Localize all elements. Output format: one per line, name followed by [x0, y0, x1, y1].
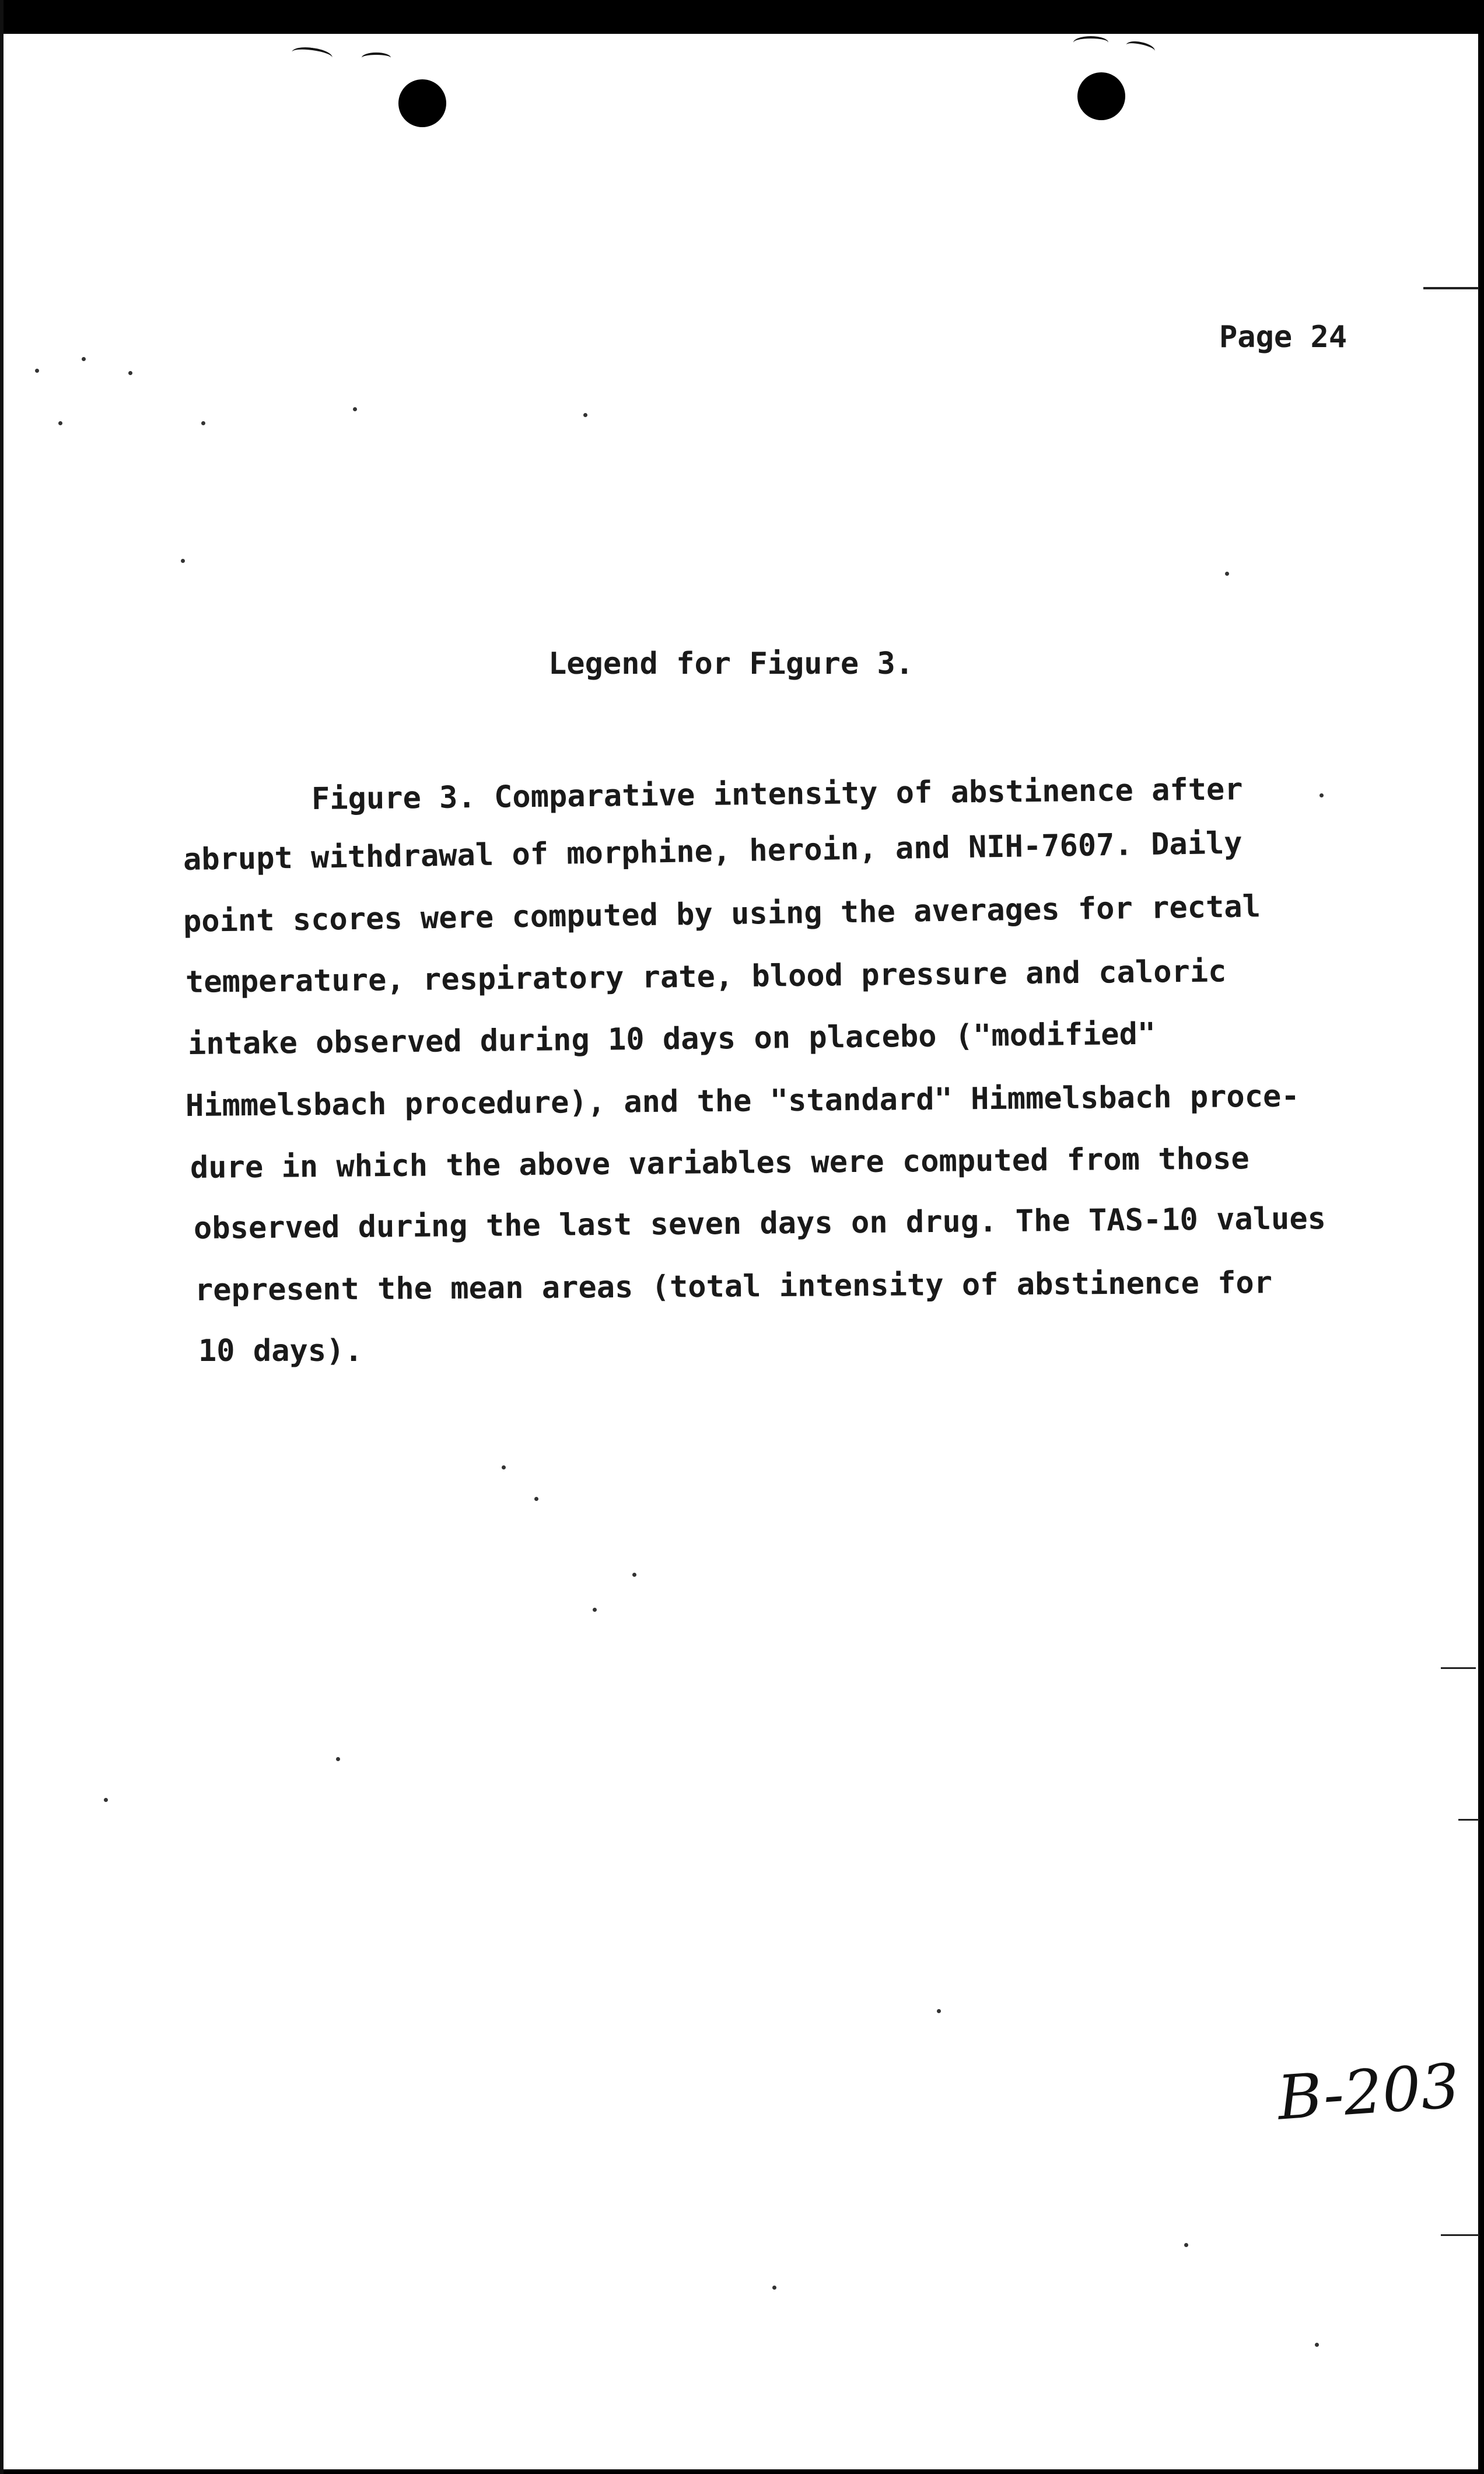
- handwritten-document-code: B-203: [1275, 2050, 1462, 2134]
- scan-border-top: [0, 0, 1484, 34]
- scan-speck: [58, 421, 62, 425]
- scan-speck: [82, 357, 86, 361]
- scan-speck: [502, 1465, 506, 1469]
- caption-line: dure in which the above variables were computed from those: [190, 1141, 1250, 1185]
- punch-hole-right: [1077, 72, 1125, 120]
- scan-speck: [534, 1497, 538, 1501]
- scan-speck: [632, 1573, 636, 1577]
- scan-border-left: [0, 0, 4, 2474]
- page-number: Page 24: [1219, 320, 1348, 355]
- scan-border-bottom: [0, 2469, 1484, 2474]
- scan-speck: [593, 1608, 597, 1612]
- legend-title: Legend for Figure 3.: [548, 646, 914, 681]
- scan-speck: [772, 2286, 776, 2290]
- scan-speck: [353, 407, 357, 411]
- caption-line: 10 days).: [198, 1334, 363, 1369]
- caption-line: Figure 3. Comparative intensity of abstinence after: [311, 772, 1243, 817]
- scan-speck: [181, 559, 185, 563]
- scan-speck: [35, 369, 39, 373]
- scan-speck: [1225, 572, 1229, 576]
- binder-mark: [362, 53, 391, 63]
- caption-line: temperature, respiratory rate, blood pressure and caloric: [185, 954, 1227, 1000]
- punch-hole-left: [398, 79, 446, 127]
- binder-mark: [1073, 36, 1108, 49]
- scan-border-right: [1478, 0, 1484, 2474]
- binder-mark: [291, 45, 334, 65]
- scan-speck: [104, 1798, 108, 1802]
- scan-speck: [583, 413, 587, 417]
- edge-mark: [1423, 287, 1479, 289]
- edge-mark: [1458, 1819, 1479, 1821]
- edge-mark: [1441, 1667, 1476, 1669]
- scan-speck: [937, 2009, 941, 2013]
- scan-speck: [201, 421, 205, 425]
- caption-line: represent the mean areas (total intensity of abstinence for: [194, 1265, 1273, 1308]
- scan-speck: [336, 1757, 340, 1761]
- caption-line: point scores were computed by using the averages for rectal: [183, 889, 1261, 939]
- edge-mark: [1441, 2234, 1479, 2236]
- scan-speck: [1184, 2243, 1188, 2247]
- scan-speck: [1320, 793, 1324, 797]
- caption-line: intake observed during 10 days on placebo ("modified": [187, 1016, 1156, 1062]
- binder-mark: [1125, 39, 1156, 57]
- caption-line: abrupt withdrawal of morphine, heroin, and NIH-7607. Daily: [183, 825, 1243, 877]
- scan-speck: [128, 371, 132, 375]
- scan-speck: [1315, 2343, 1319, 2347]
- caption-line: observed during the last seven days on drug. The TAS-10 values: [193, 1201, 1326, 1246]
- caption-line: Himmelsbach procedure), and the "standard" Himmelsbach proce-: [185, 1079, 1300, 1124]
